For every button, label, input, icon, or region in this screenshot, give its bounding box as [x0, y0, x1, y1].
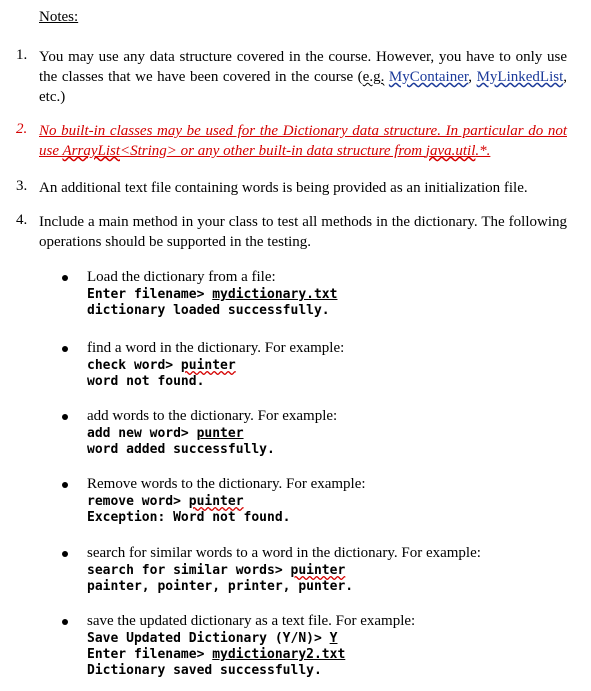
code-line: add new word> punter — [87, 426, 244, 441]
bullet-icon — [62, 482, 68, 488]
code-line: dictionary loaded successfully. — [87, 303, 330, 318]
code-line: Enter filename> mydictionary.txt — [87, 287, 338, 302]
code-input: Y — [329, 631, 338, 646]
bullet-text: save the updated dictionary as a text file. For example: — [87, 613, 416, 629]
bullet-text: Load the dictionary from a file: — [87, 269, 276, 285]
item-number: 1. — [16, 47, 28, 63]
item-number: 4. — [16, 212, 28, 228]
code-line: Save Updated Dictionary (Y/N)> Y — [87, 631, 338, 646]
code-line: remove word> puinter — [87, 494, 244, 509]
arraylist-class: ArrayList — [62, 143, 120, 159]
code-line: Dictionary saved successfully. — [87, 663, 322, 678]
code-line: word not found. — [87, 374, 205, 389]
bullet-icon — [62, 414, 68, 420]
code-input: mydictionary2.txt — [212, 647, 346, 662]
code-line: search for similar words> puinter — [87, 563, 346, 578]
code-input: mydictionary.txt — [212, 287, 338, 302]
bullet-text: add words to the dictionary. For example: — [87, 408, 338, 424]
bullet-icon — [62, 551, 68, 557]
item-number: 3. — [16, 178, 28, 194]
code-line: painter, pointer, printer, punter. — [87, 579, 354, 594]
bullet-icon — [62, 619, 68, 625]
bullet-icon — [62, 275, 68, 281]
mycontainer-class: MyContainer — [388, 69, 469, 85]
item-text-warning: No built-in classes may be used for the Dictionary data structure. In particular do not use ArrayList<String> or any other built-in data structure from java.util.*. — [39, 123, 567, 159]
bullet-text: find a word in the dictionary. For example: — [87, 340, 345, 356]
code-input: punter — [196, 426, 244, 441]
item-text: Include a main method in your class to test all methods in the dictionary. The following operations should be supported in the testing. — [39, 214, 567, 250]
code-input: puinter — [290, 563, 346, 578]
code-line: check word> puinter — [87, 358, 236, 373]
mylinkedlist-class: MyLinkedList — [476, 69, 564, 85]
item-text: An additional text file containing words is being provided as an initialization file. — [39, 180, 528, 196]
bullet-text: search for similar words to a word in the dictionary. For example: — [87, 545, 481, 561]
code-input: puinter — [188, 494, 244, 509]
java-util-package: java.util — [425, 143, 476, 159]
code-line: Exception: Word not found. — [87, 510, 291, 525]
code-line: Enter filename> mydictionary2.txt — [87, 647, 346, 662]
eg-abbrev: e.g. — [362, 69, 385, 85]
item-text: You may use any data structure covered in the course. However, you have to only use the classes that we have been covered in the course (e.g. MyContainer, MyLinkedList, etc.) — [39, 49, 567, 105]
item-number: 2. — [16, 121, 28, 137]
code-input: puinter — [180, 358, 236, 373]
bullet-icon — [62, 346, 68, 352]
notes-title: Notes: — [39, 9, 79, 25]
bullet-text: Remove words to the dictionary. For example: — [87, 476, 366, 492]
code-line: word added successfully. — [87, 442, 275, 457]
